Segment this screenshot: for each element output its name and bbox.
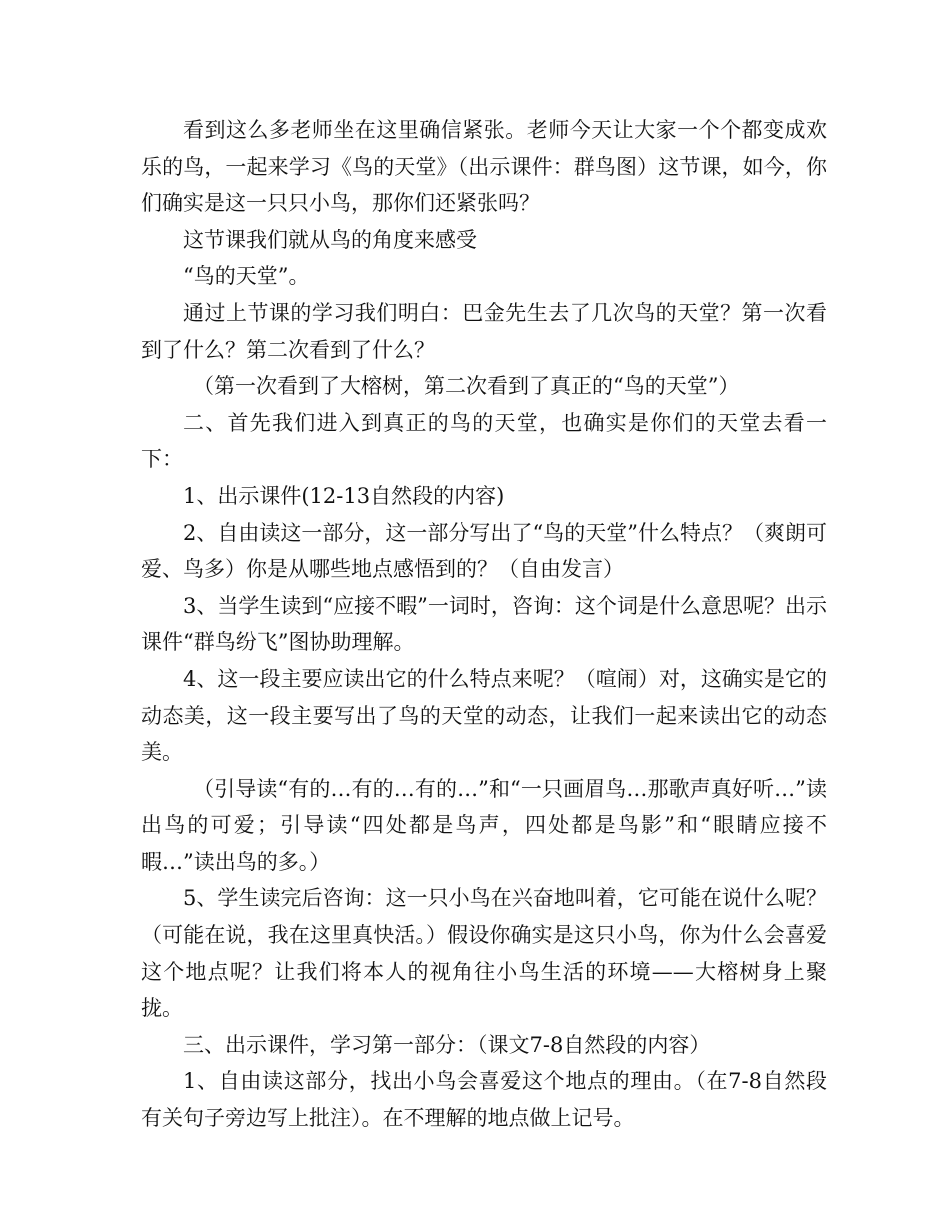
list-item-3: 3、当学生读到“应接不暇”一词时，咨询：这个词是什么意思呢？出示课件“群鸟纷飞”图协助理解。 (141, 593, 827, 655)
paragraph-intro: 看到这么多老师坐在这里确信紧张。老师今天让大家一个个都变成欢乐的鸟，一起来学习《鸟的天堂》（出示课件：群鸟图）这节课，如今，你们确实是这一只只小鸟，那你们还紧张吗？ (141, 118, 827, 216)
paragraph-review-answer: （第一次看到了大榕树，第二次看到了真正的“鸟的天堂”） (193, 374, 740, 399)
document-body (141, 112, 827, 1137)
paragraph-guided-reading: （引导读“有的…有的…有的…”和“一只画眉鸟…那歌声真好听…”读出鸟的可爱；引导读“四处都是鸟声，四处都是鸟影”和“眼睛应接不暇…”读出鸟的多。） (141, 776, 827, 874)
list-item-4: 4、这一段主要应读出它的什么特点来呢？（喧闹）对，这确实是它的动态美，这一段主要写出了鸟的天堂的动态，让我们一起来读出它的动态美。 (141, 666, 827, 765)
list-item-5: 5、学生读完后咨询：这一只小鸟在兴奋地叫着，它可能在说什么呢？（可能在说，我在这里真快活。）假设你确实是这只小鸟，你为什么会喜爱这个地点呢？让我们将本人的视角往小鸟生活的环境——大榕树身上聚拢。 (141, 886, 827, 1021)
list-item-1: 1、出示课件(12-13自然段的内容) (183, 483, 505, 508)
paragraph-review-question: 通过上节课的学习我们明白：巴金先生去了几次鸟的天堂？第一次看到了什么？第二次看到了什么？ (141, 300, 827, 362)
section-two-heading: 二、首先我们进入到真正的鸟的天堂，也确实是你们的天堂去看一下： (141, 410, 827, 472)
paragraph-feel: 这节课我们就从鸟的角度来感受 (183, 227, 477, 252)
paragraph-title-quote: “鸟的天堂”。 (183, 264, 310, 289)
section-three-heading: 三、出示课件，学习第一部分：（课文7-8自然段的内容） (183, 1032, 711, 1057)
list-item-2: 2、自由读这一部分，这一部分写出了“鸟的天堂”什么特点？（爽朗可爱、鸟多）你是从哪些地点感悟到的？（自由发言） (141, 520, 827, 582)
section-three-item-1: 1、自由读这部分，找出小鸟会喜爱这个地点的理由。（在7-8自然段有关句子旁边写上批注）。在不理解的地点做上记号。 (141, 1069, 827, 1131)
